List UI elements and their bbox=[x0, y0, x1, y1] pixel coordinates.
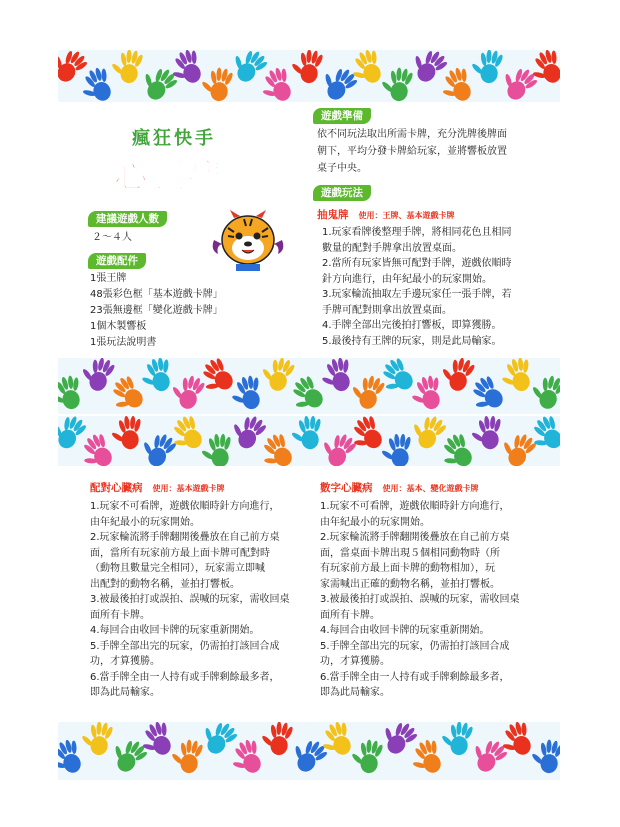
ghost-rule-2-line-1: 2.當所有玩家皆無可配對手牌，遊戲依順時 bbox=[322, 258, 512, 269]
handprint-icon bbox=[138, 358, 175, 395]
handprint-icon bbox=[79, 722, 115, 757]
handprint-icon bbox=[374, 358, 420, 400]
players-header: 建議遊戲人數 bbox=[88, 211, 167, 227]
handprint-icon bbox=[529, 737, 560, 775]
handprint-icon bbox=[58, 416, 89, 453]
number-rule-3 bbox=[320, 592, 555, 623]
match-rules-list bbox=[90, 499, 315, 701]
number-rules-list bbox=[320, 499, 555, 701]
components-header: 遊戲配件 bbox=[88, 253, 146, 269]
players-value: ２～４人 bbox=[92, 232, 132, 243]
number-rule-6 bbox=[320, 670, 555, 701]
play-header: 遊戲玩法 bbox=[313, 185, 371, 201]
handprint-band-middle-2 bbox=[58, 416, 560, 466]
handprint-icon bbox=[347, 370, 387, 412]
handprint-icon bbox=[200, 434, 232, 466]
ghost-rule-2 bbox=[322, 256, 562, 287]
match-rule-6-line-1: 6.當手牌全由一人持有或手牌剩餘最多者， bbox=[90, 671, 280, 683]
components-item-1: 1張王牌 bbox=[90, 273, 127, 284]
handprint-icon bbox=[58, 374, 85, 413]
ghost-rule-4 bbox=[322, 318, 562, 334]
number-rule-5 bbox=[320, 639, 555, 670]
number-use: 使用：基本、變化遊戲卡牌 bbox=[382, 484, 479, 493]
number-rule-6-line-2: 即為此局輸家。 bbox=[320, 687, 390, 698]
components-item-4: 1個木製響板 bbox=[90, 321, 147, 332]
ghost-rule-3-line-1: 3.玩家輪流抽取左手邊玩家任一張手牌，若 bbox=[322, 289, 512, 300]
number-rule-6-line-1: 6.當手牌全由一人持有或手牌剩餘最多者， bbox=[320, 671, 510, 683]
handprint-icon bbox=[58, 737, 87, 779]
ghost-rule-1 bbox=[322, 225, 562, 256]
handprint-icon bbox=[406, 50, 451, 87]
ghost-rules-list bbox=[322, 225, 562, 349]
number-rule-5-line-1: 5.手牌全部出完的玩家，仍需拍打該回合成 bbox=[320, 640, 510, 652]
handprint-band-top bbox=[58, 50, 560, 102]
match-rule-2-line-1: 2.玩家輪流將手牌翻開後疊放在自己前方桌 bbox=[90, 532, 280, 543]
handprint-icon bbox=[109, 50, 145, 85]
handprint-icon bbox=[169, 737, 205, 775]
ghost-rule-1-line-1: 1.玩家看牌後整理手牌，將相同花色且相同 bbox=[322, 227, 512, 238]
ghost-rule-1-line-2: 數量的配對手牌拿出放置桌面。 bbox=[322, 242, 462, 254]
handprint-icon bbox=[289, 50, 325, 85]
handprint-icon bbox=[256, 65, 297, 102]
handprint-icon bbox=[406, 416, 450, 453]
handprint-icon bbox=[436, 65, 477, 102]
handprint-icon bbox=[466, 732, 511, 778]
handprint-icon bbox=[228, 374, 265, 413]
match-rule-3 bbox=[90, 592, 315, 623]
handprint-icon bbox=[257, 358, 297, 394]
handprint-icon bbox=[527, 370, 560, 412]
handprint-icon bbox=[74, 430, 118, 466]
handprint-icon bbox=[470, 416, 502, 450]
number-name: 數字心臟病 bbox=[320, 482, 373, 494]
handprint-icon bbox=[58, 50, 91, 87]
match-rule-1-line-2: 由年紀最小的玩家開始。 bbox=[90, 516, 200, 528]
number-rule-1 bbox=[320, 499, 555, 530]
number-rule-4-line-1: 4.每回合由收回卡牌的玩家重新開始。 bbox=[320, 625, 490, 636]
handprint-icon bbox=[77, 358, 117, 394]
setup-line-3: 桌子中央。 bbox=[317, 163, 367, 174]
handprint-icon bbox=[408, 374, 445, 413]
setup-line-1: 依不同玩法取出所需卡牌，充分洗牌後牌面 bbox=[317, 129, 507, 140]
handprint-icon bbox=[379, 65, 415, 102]
ghost-title bbox=[317, 207, 455, 222]
match-title bbox=[90, 480, 225, 495]
match-rule-1-line-1: 1.玩家不可看牌，遊戲依順時針方向進行， bbox=[90, 501, 280, 512]
handprint-icon bbox=[469, 50, 505, 85]
match-name: 配對心臟病 bbox=[90, 482, 143, 494]
number-rule-2-line-3: 有玩家前方最上面卡牌的動物相加），玩 bbox=[320, 563, 495, 574]
handprint-icon bbox=[226, 737, 267, 779]
handprint-icon bbox=[284, 372, 330, 414]
handprint-icon bbox=[286, 732, 331, 778]
handprint-icon bbox=[464, 372, 510, 414]
number-rule-1-line-1: 1.玩家不可看牌，遊戲依順時針方向進行， bbox=[320, 501, 510, 512]
match-rule-2-line-4: 出配對的動物名稱，並拍打響板。 bbox=[90, 578, 240, 590]
handprint-icon bbox=[226, 416, 270, 453]
handprint-icon bbox=[106, 732, 151, 778]
handprint-icon bbox=[437, 358, 477, 394]
number-title bbox=[320, 480, 479, 495]
handprint-icon bbox=[496, 60, 541, 102]
ghost-rule-4-line-1: 4.手牌全部出完後拍打響板，即算獲勝。 bbox=[322, 320, 502, 331]
handprint-icon bbox=[110, 416, 142, 450]
ghost-name: 抽鬼牌 bbox=[317, 209, 349, 221]
handprint-band-bottom bbox=[58, 722, 560, 780]
match-rule-6 bbox=[90, 670, 315, 701]
match-rule-5-line-2: 功，才算獲勝。 bbox=[90, 656, 160, 667]
number-rule-4 bbox=[320, 623, 555, 639]
match-rule-5-line-1: 5.手牌全部出完的玩家，仍需拍打該回合成 bbox=[90, 640, 280, 652]
handprint-icon bbox=[439, 722, 475, 757]
match-rule-2-line-3: （動物且數量完全相同），玩家需立即喊 bbox=[90, 563, 265, 574]
handprint-icon bbox=[434, 430, 478, 466]
handprint-icon bbox=[136, 427, 180, 466]
tiger-mascot-icon bbox=[210, 210, 286, 272]
setup-header: 遊戲準備 bbox=[313, 108, 371, 124]
number-rule-1-line-2: 由年紀最小的玩家開始。 bbox=[320, 516, 430, 528]
match-rule-3-line-2: 面所有卡牌。 bbox=[90, 609, 150, 621]
handprint-icon bbox=[194, 358, 240, 400]
handprint-icon bbox=[290, 416, 322, 450]
match-rule-6-line-2: 即為此局輸家。 bbox=[90, 687, 160, 698]
ghost-rule-5 bbox=[322, 334, 562, 350]
handprint-icon bbox=[406, 737, 447, 779]
setup-line-2: 朝下，平均分發卡牌給玩家，並將響板放置 bbox=[317, 146, 507, 157]
handprint-icon bbox=[199, 65, 235, 102]
match-rule-3-line-1: 3.被最後拍打或誤拍、誤喊的玩家，需收回桌 bbox=[90, 594, 290, 605]
components-item-2: 48張彩色框「基本遊戲卡牌」 bbox=[90, 289, 223, 300]
handprint-icon bbox=[254, 430, 298, 466]
number-rule-3-line-1: 3.被最後拍打或誤拍、誤喊的玩家，需收回桌 bbox=[320, 594, 520, 605]
handprint-icon bbox=[196, 722, 241, 759]
ghost-rule-5-line-1: 5.最後持有王牌的玩家，則是此局輸家。 bbox=[322, 335, 502, 347]
match-use: 使用：基本遊戲卡牌 bbox=[152, 484, 225, 493]
handprint-band-middle-1 bbox=[58, 358, 560, 414]
components-item-3: 23張無邊框「變化遊戲卡牌」 bbox=[90, 305, 223, 316]
match-rule-1 bbox=[90, 499, 315, 530]
match-rule-5 bbox=[90, 639, 315, 670]
handprint-icon bbox=[349, 737, 385, 775]
handprint-icon bbox=[136, 60, 181, 102]
handprint-icon bbox=[318, 358, 355, 395]
components-item-5: 1張玩法說明書 bbox=[90, 337, 157, 348]
handprint-icon bbox=[498, 358, 535, 395]
number-rule-2-line-4: 家需喊出正確的動物名稱，並拍打響板。 bbox=[320, 578, 500, 590]
handprint-icon bbox=[496, 427, 540, 466]
number-rule-2 bbox=[320, 530, 555, 592]
number-rule-3-line-2: 面所有卡牌。 bbox=[320, 609, 380, 621]
title-line2: 心臟病 bbox=[114, 156, 225, 195]
ghost-rule-3-line-2: 手牌可配對則拿出放置桌面。 bbox=[322, 304, 452, 316]
handprint-icon bbox=[104, 372, 150, 414]
handprint-icon bbox=[167, 370, 207, 412]
ghost-rule-3 bbox=[322, 287, 562, 318]
match-rule-2 bbox=[90, 530, 315, 592]
match-rule-4-line-1: 4.每回合由收回卡牌的玩家重新開始。 bbox=[90, 625, 260, 636]
match-rule-2-line-2: 面，當所有玩家前方最上面卡牌可配對時 bbox=[90, 547, 270, 559]
number-rule-2-line-2: 面，當桌面卡牌出現５個相同動物時（所 bbox=[320, 547, 500, 559]
handprint-icon bbox=[259, 722, 295, 757]
title-line1: 瘋狂快手 bbox=[132, 128, 216, 149]
handprint-icon bbox=[226, 50, 271, 87]
match-rule-4 bbox=[90, 623, 315, 639]
ghost-rule-2-line-2: 針方向進行，由年紀最小的玩家開始。 bbox=[322, 273, 492, 285]
number-rule-2-line-1: 2.玩家輪流將手牌翻開後疊放在自己前方桌 bbox=[320, 532, 510, 543]
number-rule-5-line-2: 功，才算獲勝。 bbox=[320, 656, 390, 667]
handprint-icon bbox=[380, 434, 412, 466]
handprint-icon bbox=[376, 722, 421, 759]
handprint-icon bbox=[316, 427, 360, 466]
handprint-icon bbox=[76, 65, 117, 102]
handprint-icon bbox=[316, 60, 361, 102]
ghost-use: 使用：王牌、基本遊戲卡牌 bbox=[358, 211, 455, 220]
